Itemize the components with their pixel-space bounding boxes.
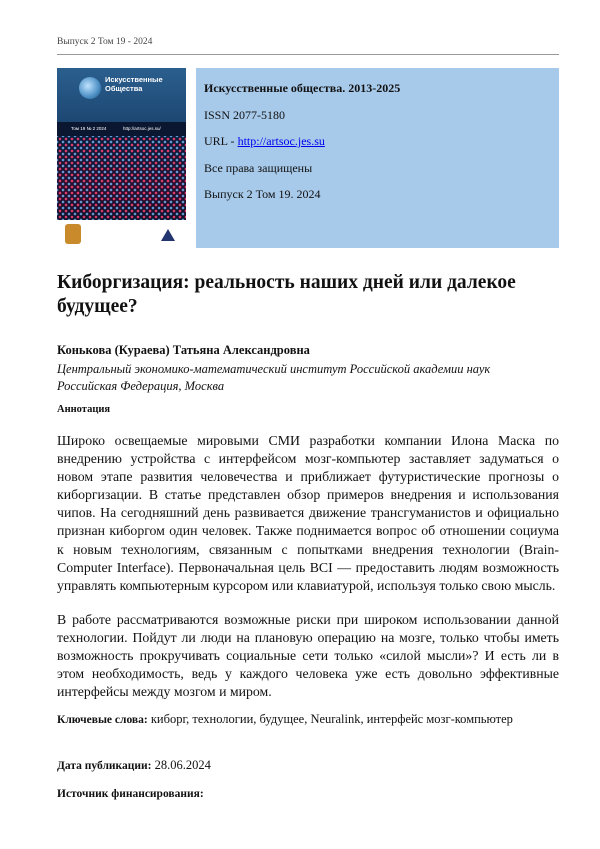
journal-cover-image	[57, 68, 186, 248]
publication-date	[57, 758, 211, 773]
funding-source	[57, 788, 204, 800]
date-label: Дата публикации:	[57, 760, 152, 772]
cover-issue: Том 19 № 2 2024	[71, 126, 107, 131]
keywords	[57, 710, 559, 729]
abstract-paragraph-1: Широко освещаемые мировыми СМИ разработки компании Илона Маска по внедрению устройства с интерфейсом мозг-компьютер заставляет задуматься о новом этапе развития человечества и приближает футуристические прогнозы о киборгизации. В статье представлен обзор примеров внедрения и использования чипов. На сегодняшний день развивается движение трансгуманистов и официально признан киборгом один человек. Также поднимается вопрос об отношении социума к новым технологиям, связанным с попытками внедрения технологии (Brain-Computer Interface). Первоначальная цель BCI — предоставить людям возможность управлять компьютерным курсором или клавиатурой, используя только свою мысль.	[57, 433, 559, 593]
info-issue: Выпуск 2 Том 19. 2024	[204, 187, 321, 201]
journal-info-box	[196, 68, 559, 248]
abstract-paragraph-2: В работе рассматриваются возможные риски при широком использовании данной технологии. Пойдут ли люди на плановую операцию на мозге, только чтобы иметь возможность прокручивать социальные сети только «силой мысли»? И есть ли в этом необходимость, ведь у каждого человека уже есть довольно эффективные интерфейсы между мозгом и миром.	[57, 612, 559, 700]
info-issn: ISSN 2077-5180	[204, 107, 286, 122]
affiliation-institute: Центральный экономико-математический институт Российской академии наук	[57, 362, 491, 376]
author-affiliation	[57, 361, 559, 395]
cover-footer	[57, 220, 186, 248]
affiliation-location: Российская Федерация, Москва	[57, 379, 225, 393]
header-divider	[57, 54, 559, 55]
cover-dot-pattern	[57, 136, 186, 228]
cover-journal-title: Искусственные Общества	[105, 75, 163, 93]
date-value: 28.06.2024	[154, 758, 211, 772]
keywords-list: киборг, технологии, будущее, Neuralink, интерфейс мозг-компьютер	[150, 712, 513, 726]
publisher-logo-icon	[65, 224, 81, 244]
institute-logo-icon	[161, 229, 175, 241]
info-rights: Все права защищены	[204, 160, 313, 175]
info-url-label: URL -	[204, 134, 238, 148]
abstract-heading: Аннотация	[57, 404, 111, 415]
keywords-label: Ключевые слова:	[57, 714, 148, 726]
info-journal-title: Искусственные общества. 2013-2025	[204, 81, 401, 95]
cover-url: http://artsoc.jes.su/	[123, 126, 161, 131]
brain-logo-icon	[79, 77, 101, 99]
info-url-line	[204, 134, 551, 161]
article-title: Киборгизация: реальность наших дней или далекое будущее?	[57, 272, 516, 317]
journal-url-link[interactable]: http://artsoc.jes.su	[237, 134, 325, 148]
funding-label: Источник финансирования:	[57, 788, 204, 800]
running-header: Выпуск 2 Том 19 - 2024	[57, 37, 153, 47]
author-name: Конькова (Кураева) Татьяна Александровна	[57, 343, 310, 357]
